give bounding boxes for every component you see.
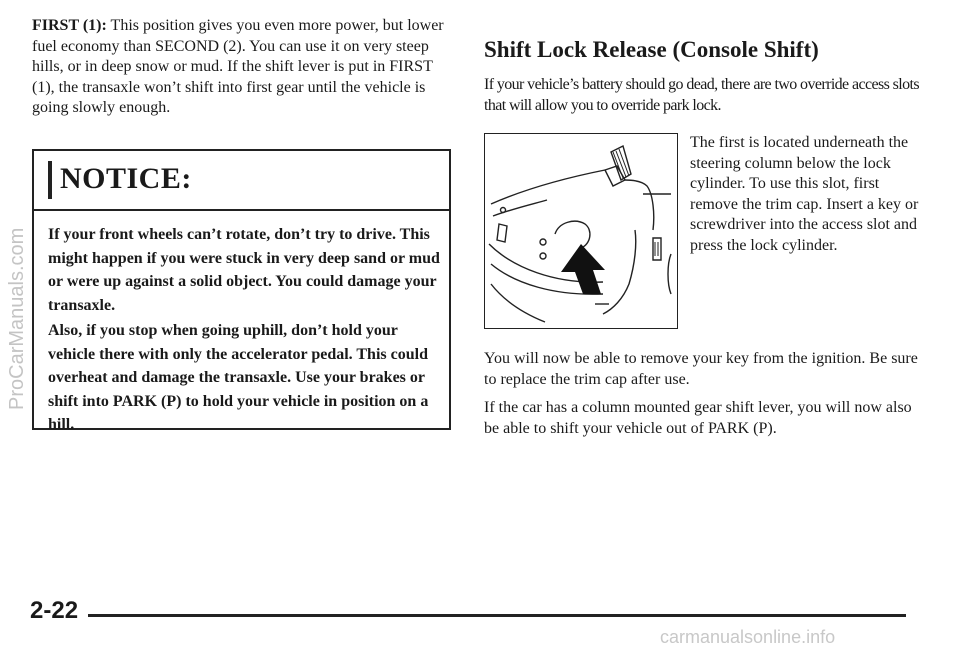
- column-shift-paragraph: If the car has a column mounted gear shift lever, you will now also be able to shift your vehicle out of PARK (P).: [484, 399, 912, 437]
- steering-column-illustration: [484, 133, 678, 329]
- page-number: 2-22: [30, 597, 79, 624]
- first-gear-paragraph: [32, 16, 452, 119]
- section-heading: Shift Lock Release (Console Shift): [484, 37, 819, 62]
- arrow-icon: [561, 244, 605, 294]
- notice-paragraph-2: Also, if you stop when going uphill, don’t hold your vehicle there with only the accelerator pedal. This could overheat and damage the transaxle. Use your brakes or shift into PARK (P) to hold your vehicle in position on a hill.: [48, 322, 429, 433]
- access-slot-instructions: The first is located underneath the steering column below the lock cylinder. To use this slot, first remove the trim cap. Insert a key or screwdriver into the access slot and press the lock cylinder.: [690, 134, 919, 254]
- watermark: ProCarManuals.com: [6, 227, 28, 410]
- notice-paragraph-1: If your front wheels can’t rotate, don’t try to drive. This might happen if you were stuck in very deep sand or mud or were up against a solid object. You could damage your transaxle.: [48, 226, 440, 314]
- shift-lock-intro: If your vehicle’s battery should go dead, there are two override access slots that will allow you to override park lock.: [484, 76, 919, 114]
- notice-bar: [48, 161, 52, 199]
- first-gear-label: FIRST (1):: [32, 17, 107, 34]
- notice-title: NOTICE:: [60, 162, 192, 195]
- notice-body: [48, 223, 444, 439]
- remove-key-paragraph: You will now be able to remove your key from the ignition. Be sure to replace the trim cap after use.: [484, 350, 918, 388]
- first-gear-text: This position gives you even more power, but lower fuel economy than SECOND (2). You can use it on very steep hills, or in deep snow or mud. If the shift lever is put in FIRST (1), the transaxle won’t shift into first gear until the vehicle is going slowly enough.: [32, 17, 444, 116]
- notice-box: [32, 149, 451, 433]
- footer-site: carmanualsonline.info: [660, 627, 836, 647]
- steering-column-drawing: [485, 134, 676, 327]
- notice-header: [34, 151, 449, 211]
- footer-rule: [88, 614, 906, 617]
